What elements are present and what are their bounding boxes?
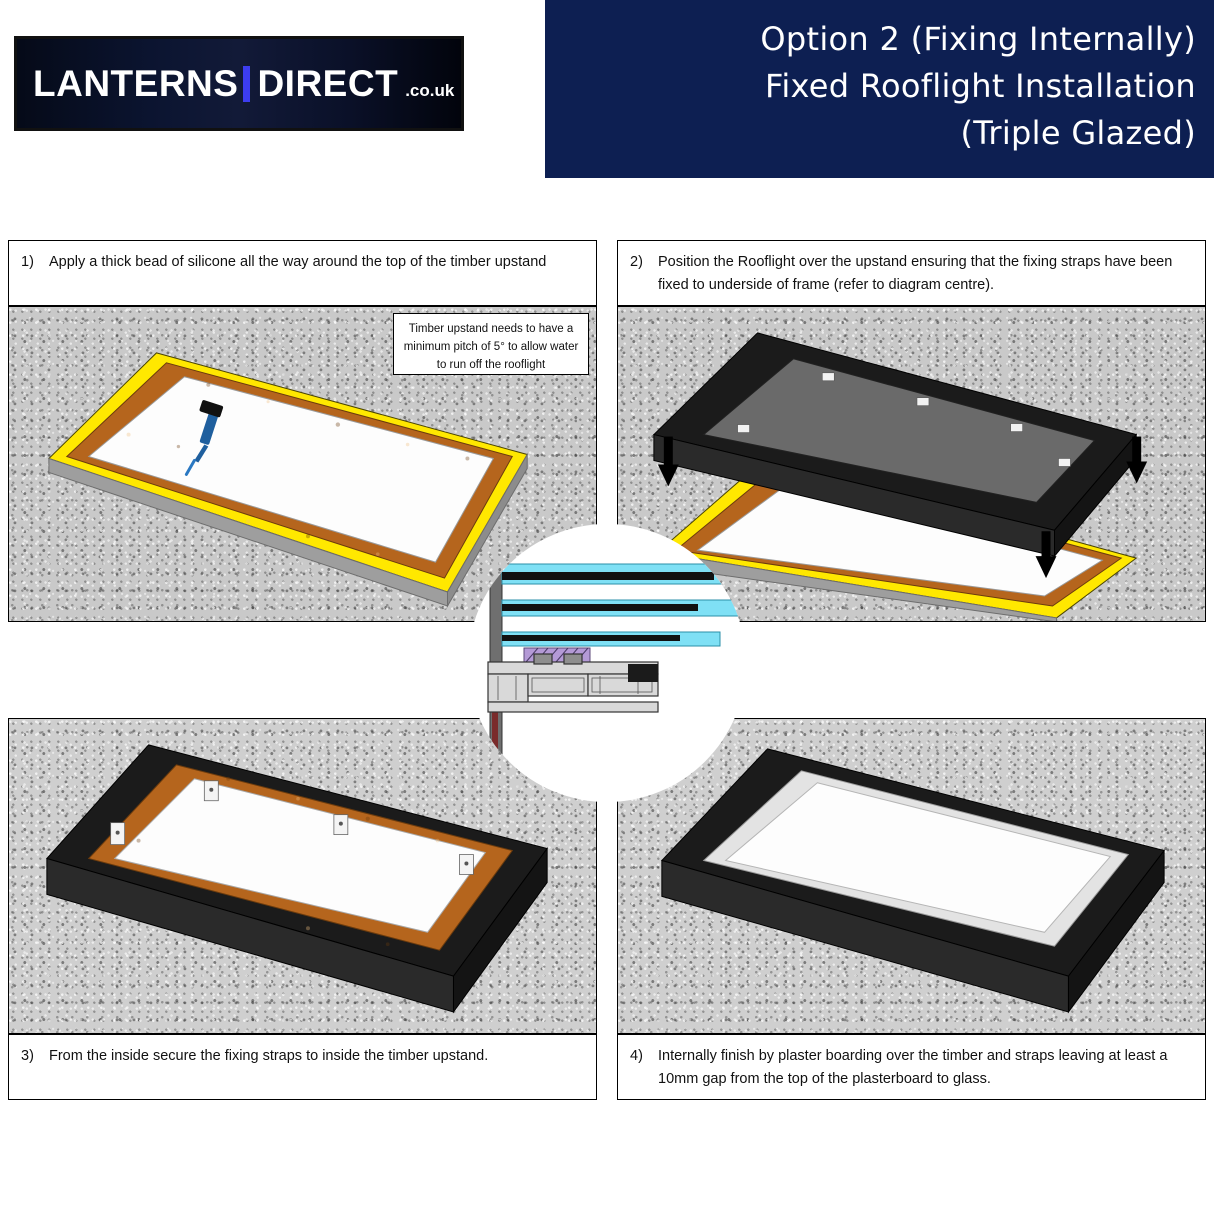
finished-rooflight-diagram <box>618 719 1205 1034</box>
step-2-caption <box>617 240 1206 306</box>
aluminium-extrusion-section <box>488 654 658 712</box>
brand-logo <box>14 36 464 131</box>
glass-pane-middle <box>502 600 738 616</box>
triple-glazed-section-drawing <box>468 524 746 802</box>
logo-lanterns-text: LANTERNS <box>33 62 239 104</box>
step-3-illustration <box>8 718 597 1034</box>
step-1-text: Apply a thick bead of silicone all the way around the top of the timber upstand <box>49 254 547 270</box>
glazing-bar-cap <box>628 664 658 682</box>
step-3-caption <box>8 1034 597 1100</box>
page-header <box>0 0 1214 180</box>
step-2-text: Position the Rooflight over the upstand ensuring that the fixing straps have been fixed to underside of frame (refer to diagram centre). <box>658 254 1173 293</box>
title-line-2: Fixed Rooflight Installation <box>764 67 1196 105</box>
step-4-text: Internally finish by plaster boarding over the timber and straps leaving at least a 10mm gap from the top of the plasterboard to glass. <box>658 1048 1168 1087</box>
title-line-1: Option 2 (Fixing Internally) <box>760 20 1196 58</box>
fixing-straps-secured-diagram <box>9 719 596 1034</box>
step-1-caption <box>8 240 597 306</box>
step-4-illustration <box>617 718 1206 1034</box>
step-1-note: Timber upstand needs to have a minimum pitch of 5° to allow water to run off the rooflight <box>393 313 589 375</box>
step-3-text: From the inside secure the fixing straps to inside the timber upstand. <box>49 1048 489 1064</box>
step-2-number: 2) <box>630 254 643 270</box>
title-panel <box>545 0 1214 178</box>
step-4-number: 4) <box>630 1048 643 1064</box>
logo-wordmark <box>33 63 454 105</box>
step-4-caption <box>617 1034 1206 1100</box>
center-section-detail <box>468 524 746 802</box>
glass-pane-inner <box>502 632 720 646</box>
step-1-number: 1) <box>21 254 34 270</box>
step-3-number: 3) <box>21 1048 34 1064</box>
logo-direct-text: DIRECT <box>257 62 399 104</box>
title-line-3: (Triple Glazed) <box>960 114 1196 152</box>
logo-divider <box>243 66 250 102</box>
logo-domain-suffix: .co.uk <box>405 80 455 100</box>
